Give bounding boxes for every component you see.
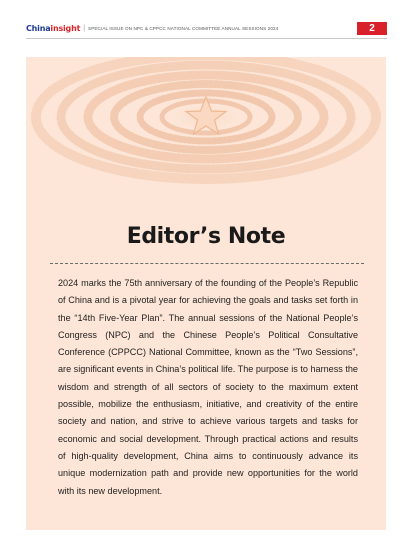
header-divider (26, 38, 387, 39)
brand-accent-text: insight (50, 24, 81, 33)
brand-logo (26, 24, 80, 33)
page-header (20, 20, 391, 37)
star-emblem-icon (26, 57, 386, 207)
content-panel (26, 57, 386, 530)
title-divider (50, 263, 364, 264)
document-page (20, 20, 391, 530)
header-separator: | (83, 25, 86, 32)
brand-main-text: China (26, 24, 51, 33)
issue-title: SPECIAL ISSUE ON NPC & CPPCC NATIONAL COMMITTEE ANNUAL SESSIONS 2024 (88, 26, 279, 31)
article-body: 2024 marks the 75th anniversary of the founding of the People’s Republic of China and is a pivotal year for achieving the goals and tasks set forth in the “14th Five-Year Plan”. The annual sessions of the National People’s Congress (NPC) and the Chinese People’s Political Consultative Conference (CPPCC) National Committee, known as the “Two Sessions”, are significant events in China’s political life. The purpose is to harness the wisdom and strength of all sectors of society to the maximum extent possible, mobilize the enthusiasm, initiative, and creativity of the entire society and nation, and strive to achieve various targets and tasks for economic and social development. Through practical actions and results of high-quality development, China aims to continuously advance its unique modernization path and provide new opportunities for the world with its new development. (58, 278, 358, 496)
page-number-badge: 2 (357, 22, 387, 35)
article-title: Editor’s Note (126, 224, 286, 249)
